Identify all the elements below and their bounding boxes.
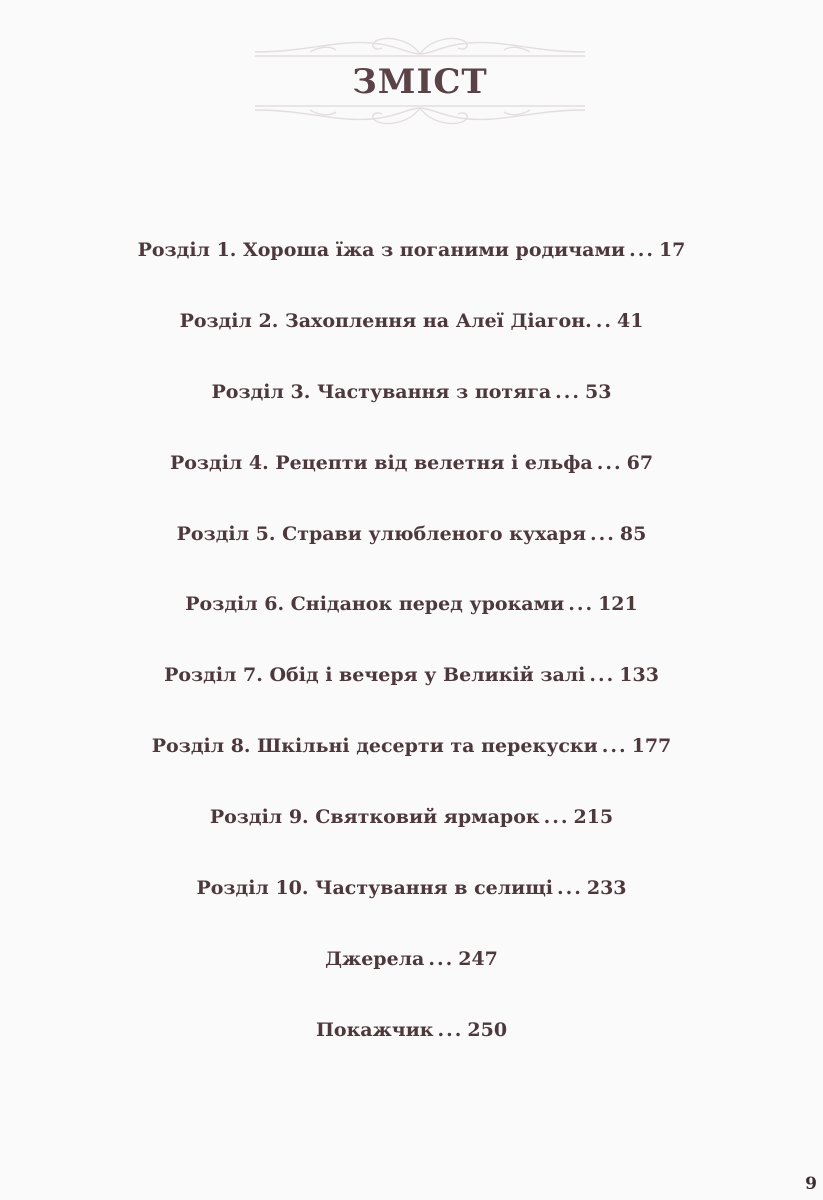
toc-page-number: 247 [458,947,498,970]
toc-entry-chapter-4[interactable] [0,445,823,516]
table-of-contents [0,232,823,1083]
toc-entry-chapter-6[interactable] [0,586,823,657]
toc-entry-title: Розділ 9. Святковий ярмарок [209,806,540,829]
toc-entry-title: Розділ 1. Хороша їжа з поганими родичами [137,239,626,261]
toc-entry-title: Розділ 6. Сніданок перед уроками [185,593,565,616]
toc-entry-title: Розділ 7. Обід і вечеря у Великій залі [164,664,586,687]
toc-entry-chapter-8[interactable] [0,728,823,799]
toc-entry-title: Джерела [325,947,425,970]
toc-entry-title: Розділ 2. Захоплення на Алеї Діагон. [179,309,592,332]
toc-entry-chapter-5[interactable] [0,516,823,587]
page-title: ЗМІСТ [352,62,488,102]
toc-page-number: 67 [626,451,654,474]
toc-leader-dots: ... [557,877,583,900]
toc-entry-chapter-3[interactable] [0,374,823,445]
toc-leader-dots: ... [428,947,455,970]
toc-leader-dots: ... [568,593,595,616]
toc-leader-dots: ... [543,806,570,829]
contents-header [250,30,590,140]
toc-entry-title: Розділ 5. Страви улюбленого кухаря [176,522,587,545]
toc-leader-dots: .. [595,309,613,332]
toc-leader-dots: ... [589,664,616,687]
toc-leader-dots: ... [555,380,582,403]
toc-page-number: 233 [586,877,627,900]
toc-page-number: 85 [619,522,647,545]
toc-leader-dots: ... [437,1018,464,1041]
toc-entry-title: Розділ 3. Частування з потяга [211,380,552,403]
toc-entry-chapter-7[interactable] [0,657,823,728]
toc-entry-index[interactable] [0,1012,823,1083]
toc-entry-chapter-9[interactable] [0,799,823,870]
toc-leader-dots: ... [601,735,628,758]
toc-entry-title: Розділ 8. Шкільні десерти та перекуски [151,735,598,758]
toc-leader-dots: ... [590,522,616,545]
toc-page-number: 215 [573,806,614,829]
toc-entry-sources[interactable] [0,941,823,1012]
toc-page-number: 53 [585,380,612,403]
toc-leader-dots: ... [596,451,623,474]
toc-entry-title: Розділ 10. Частування в селищі [196,877,553,900]
toc-page-number: 177 [631,735,672,758]
toc-page-number: 17 [658,239,686,261]
toc-entry-chapter-10[interactable] [0,870,823,941]
toc-entry-title: Розділ 4. Рецепти від велетня і ельфа [169,451,593,474]
toc-entry-chapter-2[interactable] [0,303,823,374]
toc-page-number: 41 [616,309,644,332]
folio-page-number: 9 [805,1174,817,1194]
toc-entry-chapter-1[interactable] [0,232,823,303]
toc-leader-dots: ... [629,239,655,261]
toc-entry-title: Покажчик [315,1018,434,1041]
toc-page-number: 121 [598,593,638,616]
bottom-flourish-ornament [250,102,590,132]
top-flourish-ornament [250,30,590,60]
toc-page-number: 133 [619,664,659,687]
toc-page-number: 250 [467,1018,508,1041]
